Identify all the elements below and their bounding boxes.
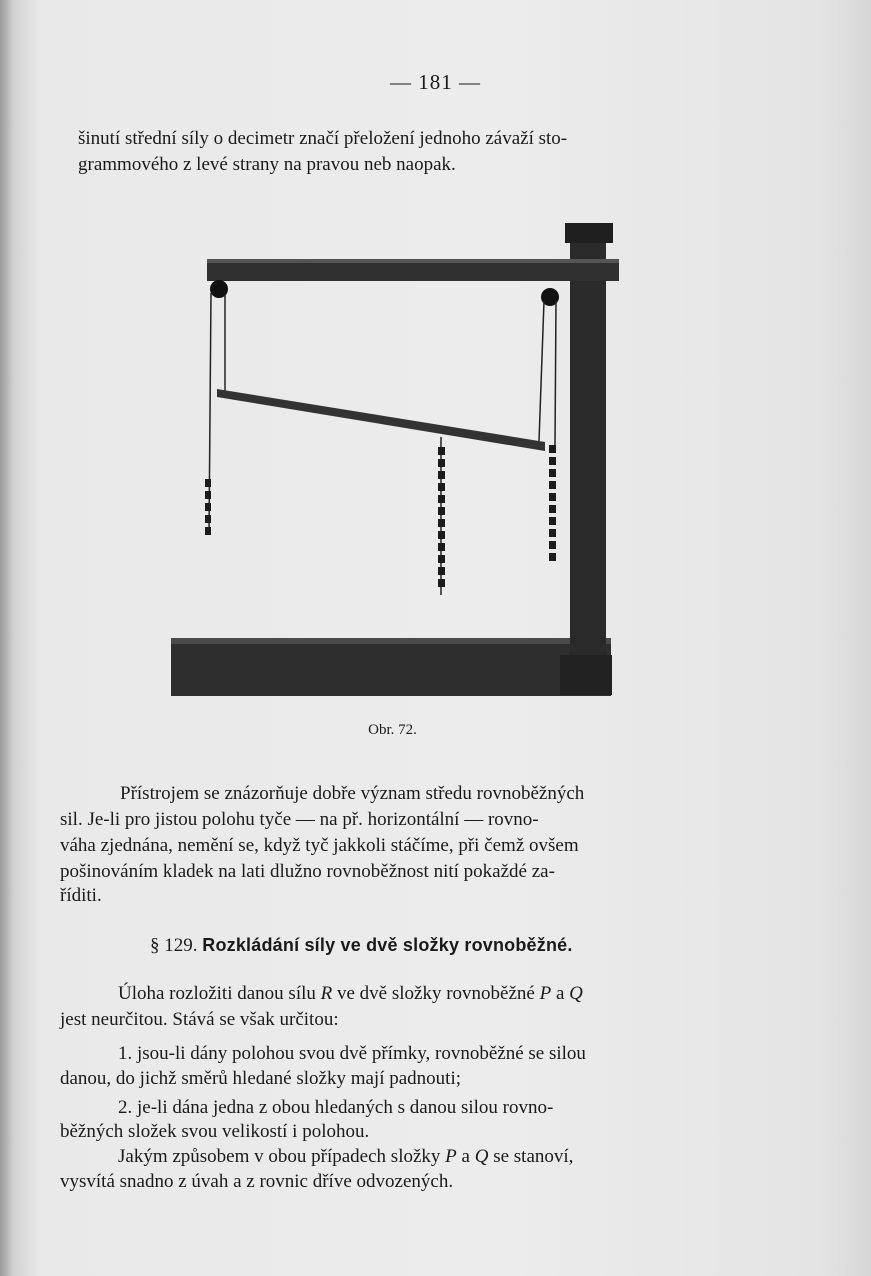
paragraph3-line-1 (118, 1145, 573, 1169)
page-number: — 181 — (390, 70, 481, 94)
vertical-post (570, 235, 606, 690)
symbol-R: R (320, 983, 333, 1004)
paragraph3-and: a (461, 1146, 470, 1167)
intro-line-2: grammového z levé strany na pravou neb naopak. (78, 154, 456, 175)
section-heading (150, 935, 573, 957)
paragraph3-text-b: se stanoví, (493, 1146, 574, 1167)
section-number: § 129. (150, 935, 198, 956)
intro-line-1: šinutí střední síly o decimetr značí přeložení jednoho závaží sto- (78, 128, 568, 149)
paragraph2-and: a (555, 983, 565, 1004)
paragraph1-line-4: pošinováním kladek na lati dlužno rovnoběžnost nití pokaždé za- (60, 861, 555, 882)
paragraph1-line-5: říditi. (60, 885, 102, 906)
post-cap (565, 223, 613, 243)
paragraph2-text-b: ve dvě složky rovnoběžné (337, 983, 535, 1004)
figure-caption: Obr. 72. (368, 722, 417, 738)
symbol-Q: Q (569, 983, 583, 1004)
base-board (171, 638, 611, 696)
symbol-P-2: P (445, 1146, 457, 1167)
paragraph1-line-3: váha zjednána, nemění se, když tyč jakkoli stáčíme, při čemž ovšem (60, 835, 579, 856)
right-weights (549, 445, 556, 561)
paragraph2-text-a: Úloha rozložiti danou sílu (118, 983, 316, 1004)
tilted-rod (217, 389, 545, 451)
item2-line-2: běžných složek svou velikostí i polohou. (60, 1121, 370, 1142)
paragraph1-line-2: sil. Je-li pro jistou polohu tyče — na př. horizontální — rovno- (60, 809, 539, 830)
paragraph2-line-2: jest neurčitou. Stává se však určitou: (60, 1009, 339, 1030)
symbol-Q-2: Q (474, 1146, 489, 1167)
apparatus-figure (165, 215, 625, 705)
item2-line-1: 2. je-li dána jedna z obou hledaných s danou silou rovno- (118, 1097, 554, 1118)
item1-line-1: 1. jsou-li dány polohou svou dvě přímky, rovnoběžné se silou (118, 1043, 586, 1064)
paragraph1-line-1: Přístrojem se znázorňuje dobře význam středu rovnoběžných (120, 783, 585, 804)
symbol-P: P (539, 983, 552, 1004)
paragraph2-line-1 (118, 982, 583, 1006)
item1-line-2: danou, do jichž směrů hledané složky mají padnouti; (60, 1068, 462, 1089)
paragraph3-line-2: vysvítá snadno z úvah a z rovnic dříve odvozených. (60, 1171, 454, 1192)
section-title: Rozkládání síly ve dvě složky rovnoběžné. (202, 935, 573, 955)
paragraph3-text-a: Jakým způsobem v obou případech složky (118, 1146, 441, 1167)
